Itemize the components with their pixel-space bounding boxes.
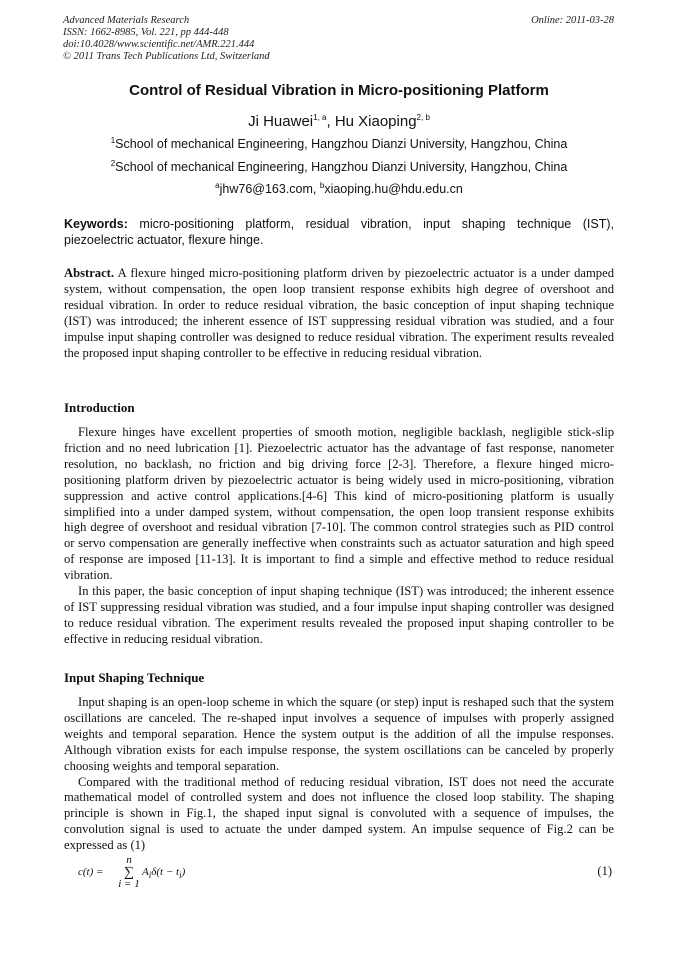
author-1: Ji Huawei (248, 113, 314, 130)
equation-lhs: c(t) = (78, 866, 104, 878)
online-date: Online: 2011-03-28 (531, 15, 614, 26)
rhs-close: ) (181, 866, 186, 878)
rhs-amplitude-sub: i (148, 870, 152, 881)
affiliation-1 (0, 137, 678, 151)
author-separator: , (326, 113, 335, 130)
intro-paragraph-2: In this paper, the basic conception of input shaping technique (IST) was introduced; the inherent essence of IST suppressing residual vibration was studied, and a four impulse input shaping controller was designed to reduce residual vibration. The experiment results revealed the proposed input shaping controller to be effective in reducing residual vibration. (64, 584, 614, 646)
summation (118, 855, 140, 890)
journal-header (63, 15, 270, 63)
section-heading-input-shaping: Input Shaping Technique (64, 670, 205, 685)
input-shaping-body (64, 695, 614, 854)
email-b[interactable]: xiaoping.hu@hdu.edu.cn (324, 182, 463, 196)
section-heading-introduction: Introduction (64, 400, 135, 415)
rhs-delta-sub: i (179, 870, 182, 881)
intro-paragraph-1: Flexure hinges have excellent properties of smooth motion, negligible backlash, negligible stick-slip friction and no need lubrication [1]. Piezoelectric actuator has the advantage of fast response, nanometer resolution, no backlash, no friction and big driving force [2-3]. Therefore, a flexure hinged micro-positioning platform driven by piezoelectric actuator is being widely used in micro-positioning, vibration suppression and active control applications.[4-6] This kind of micro-positioning platform is usually simplified into a under damped system, without compensation, the open loop transient response exhibits high degree of overshoot and residual vibration [7-10]. The common control strategies such as PID control or servo compensation are generally ineffective when constraints such as actuator saturation and high speed of response are imposed [11-13]. It is important to find a simple and effective method to reduce residual vibration. (64, 425, 614, 583)
journal-name: Advanced Materials Research (63, 15, 190, 26)
issn-line: ISSN: 1662-8985, Vol. 221, pp 444-448 (63, 27, 229, 38)
doi-line: doi:10.4028/www.scientific.net/AMR.221.444 (63, 39, 255, 50)
introduction-body (64, 425, 614, 648)
copyright-line: © 2011 Trans Tech Publications Ltd, Switzerland (63, 51, 270, 62)
abstract (64, 266, 614, 361)
email-a[interactable]: jhw76@163.com, (219, 182, 320, 196)
sum-lower: i = 1 (118, 878, 140, 890)
abstract-text: A flexure hinged micro-positioning platform driven by piezoelectric actuator is a under damped system, without compensation, the open loop transient response exhibits high degree of overshoot and residual vibration. In order to reduce residual vibration, the basic conception of input shaping technique (IST) was introduced; the inherent essence of IST suppressing residual vibration was studied, and a four impulse input shaping controller was designed to reduce residual vibration. The experiment results revealed the proposed input shaping controller to be effective in reducing residual vibration. (64, 266, 614, 360)
email-line (0, 182, 678, 196)
email-b-sup: b (319, 180, 325, 190)
affiliation-2-sup: 2 (110, 158, 116, 168)
sum-upper: n (126, 854, 132, 866)
affiliation-2-text: School of mechanical Engineering, Hangzhou Dianzi University, Hangzhou, China (115, 160, 568, 174)
author-2-sup: 2, b (416, 113, 430, 122)
keywords (64, 216, 614, 248)
keywords-label: Keywords: (64, 217, 128, 231)
author-2: Hu Xiaoping (334, 113, 417, 130)
ist-paragraph-2: Compared with the traditional method of reducing residual vibration, IST does not need the accurate mathematical model of controlled system and does not influence the closed loop stability. The shaping principle is shown in Fig.1, the shaped input signal is convoluted with a sequence of impulses, the convolution signal is used to actuate the under damped system. An impulse sequence of Fig.2 can be expressed as (1) (64, 774, 614, 853)
email-a-sup: a (215, 180, 220, 190)
affiliation-1-sup: 1 (110, 135, 116, 145)
paper-title: Control of Residual Vibration in Micro-positioning Platform (129, 82, 549, 99)
author-1-sup: 1, a (313, 113, 327, 122)
equation-number: (1) (597, 864, 612, 878)
affiliation-2 (0, 160, 678, 174)
keywords-text: micro-positioning platform, residual vibration, input shaping technique (IST), piezoelectric actuator, flexure hinge. (64, 217, 614, 247)
equation-1 (78, 854, 618, 898)
rhs-delta: δ(t − t (151, 866, 180, 878)
abstract-label: Abstract. (64, 266, 115, 280)
ist-paragraph-1: Input shaping is an open-loop scheme in which the square (or step) input is reshaped such that the system oscillations are canceled. The re-shaped input involves a sequence of impulses with properly assigned weights and temporal separation. Hence the system output is the addition of all the impulse responses. Although vibration exists for each impulse response, the system oscillations can be canceled by properly choosing weights and temporal separation. (64, 695, 614, 773)
authors-line (0, 113, 678, 130)
affiliation-1-text: School of mechanical Engineering, Hangzhou Dianzi University, Hangzhou, China (115, 137, 568, 151)
equation-rhs (142, 866, 185, 880)
rhs-amplitude: A (142, 866, 149, 878)
sum-symbol: ∑ (124, 865, 134, 880)
